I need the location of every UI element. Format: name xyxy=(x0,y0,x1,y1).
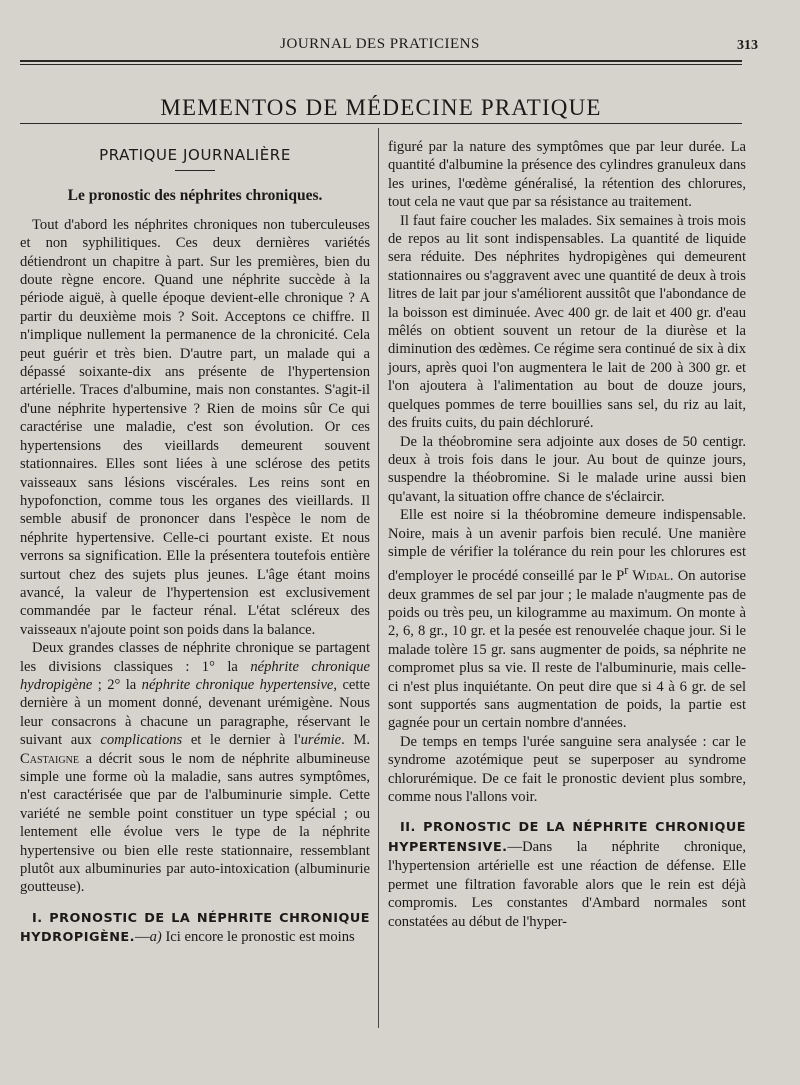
subsection-heading: I. PRONOSTIC DE LA NÉPHRITE CHRONIQUE HYDROPIGÈNE. xyxy=(20,910,370,946)
page-title: MEMENTOS DE MÉDECINE PRATIQUE xyxy=(160,95,602,121)
paragraph: Elle est noire si la théobromine demeure indispensable. Noire, mais à un avenir parfois bien reculé. Une manière simple de vérifier la tolérance du rein pour les chlorures est d'employer le procédé conseillé par le $P^r$ Widal. On autorise deux grammes de sel par jour ; le malade n'augmente pas de poids ou très peu, un kilogramme au maximum. On monte à 2, 6, 8 gr., 10 gr. et la pesée est renouvelée chaque jour. Si le malade tolère 15 gr. sans augmenter de poids, sa néphrite ne compromet plus sa vie. Il reste de l'albuminurie, mais celle-ci n'est plus inquiétante. On peut dire que si 4 à 6 gr. de sel sont supportés sans augmentation de poids, la partie est gagnée pour un certain nombre d'années. xyxy=(388,507,746,732)
section-rule xyxy=(175,170,215,171)
subsection-paragraph: I. PRONOSTIC DE LA NÉPHRITE CHRONIQUE HYDROPIGÈNE.—a) Ici encore le pronostic est moins xyxy=(20,910,370,946)
paragraph: Il faut faire coucher les malades. Six semaines à trois mois de repos au lit sont indispensables. La quantité de liquide sera réduite. Des néphrites hydropigènes qui demeurent stationnaires ou s'aggravent avec une quantité de deux à trois litres de lait par jour s'améliorent aussitôt que l'abondance de la boisson est diminuée. Avec 400 gr. de lait et 400 gr. d'eau mêlés on obtient souvent un retour de la diurèse et la diminution des œdèmes. Ce régime sera continué de six à dix jours, après quoi l'on augmentera le lait de 200 à 300 gr. et l'on ajoutera à l'alimentation au bout de douze jours, quelques pommes de terre bouillies sans sel, du riz au lait, des fruits cuits, du pain déchloruré. xyxy=(388,212,746,432)
section-heading: PRATIQUE JOURNALIÈRE xyxy=(99,146,291,164)
page-number: 313 xyxy=(737,38,758,53)
article-title: Le pronostic des néphrites chroniques. xyxy=(67,187,323,205)
running-head xyxy=(20,30,758,58)
left-column xyxy=(20,140,370,948)
paragraph: Tout d'abord les néphrites chroniques non tuberculeuses et non syphilitiques. Ces deux dernières variétés détiendront un chapitre à part. Sur les premières, bien du doute règne encore. Quand une néphrite succède à la période aiguë, à quelle époque devient-elle chronique ? A partir du deuxième mois ? Soit. Acceptons ce chiffre. Il n'implique nullement la permanence de la chronicité. Cela peut guérir et très bien. D'autre part, un malade qui a dépassé soixante-dix ans présente de l'hypertension artérielle. Traces d'albumine, mais non constantes. S'agit-il d'une néphrite hypertensive ? Rien de moins sûr Ce qui caractérise une maladie, c'est son évolution. Or ces hypertensions des vieillards demeurent souvent stationnaires. Elles sont liées à une sclérose des petits vaisseaux sans lésions viscérales. Les reins sont en hypofonction, comme tous les organes des vieillards. Il semble abusif de prononcer dans l'espèce le nom de néphrite hypertensive. Celle-ci pourtant existe. Et nous verrons sa signification. Elle la présentera toutefois entière surtout chez des sujets plus jeunes. L'âge étant moins avancé, la valeur de l'hypertension est exclusivement commandée par le facteur rénal. L'état scléreux des vaisseaux n'ajoute point son poids dans la balance. xyxy=(20,216,370,638)
header-rule-thin xyxy=(20,64,742,65)
column-divider xyxy=(378,128,379,1028)
paragraph: De temps en temps l'urée sanguine sera analysée : car le syndrome azotémique peut se superposer au syndrome chlorurémique. De ce fait le pronostic devient plus sombre, comme nous l'allons voir. xyxy=(388,733,746,806)
paragraph: De la théobromine sera adjointe aux doses de 50 centigr. deux à trois fois dans le jour. Au bout de quinze jours, suspendre la théobromine. Si le malade urine aussi bien qu'avant, la situation offre chance de s'éclaircir. xyxy=(388,433,746,505)
paragraph: figuré par la nature des symptômes que par leur durée. La quantité d'albumine la présence des cylindres granuleux dans les urines, l'œdème généralisé, la rétention des chlorures, tout cela ne vaut que par sa résistance au traitement. xyxy=(388,139,746,211)
right-column xyxy=(388,138,746,931)
title-rule xyxy=(20,123,742,124)
journal-title: JOURNAL DES PRATICIENS xyxy=(280,36,480,52)
subsection-paragraph: II. PRONOSTIC DE LA NÉPHRITE CHRONIQUE HYPERTENSIVE.—Dans la néphrite chronique, l'hypertension artérielle est une réaction de défense. Elle permet une filtration favorable alors que le rein est déjà compromis. Les constantes d'Ambard normales sont constatées au début de l'hyper- xyxy=(388,820,746,930)
subsection-heading: II. PRONOSTIC DE LA NÉPHRITE CHRONIQUE HYPERTENSIVE. xyxy=(388,820,746,855)
paragraph: Deux grandes classes de néphrite chronique se partagent les divisions classiques : 1° la néphrite chronique hydropigène ; 2° la néphrite chronique hypertensive, cette dernière à un moment donné, devenant urémigène. Nous leur consacrons à chacune un paragraphe, réservant le suivant aux complications et le dernier à l'urémie. M. Castaigne a décrit sous le nom de néphrite albumineuse simple une forme où la maladie, sans autres symptômes, n'est caractérisée que par de l'albuminurie simple. Cette variété ne semble point constituer un type spécial ; ou lentement elle évolue vers le type de la néphrite hypertensive ou bien elle reste stationnaire, ressemblant plutôt aux albuminuries par auto-intoxication (albuminurie goutteuse). xyxy=(20,640,370,896)
header-rule xyxy=(20,60,742,62)
